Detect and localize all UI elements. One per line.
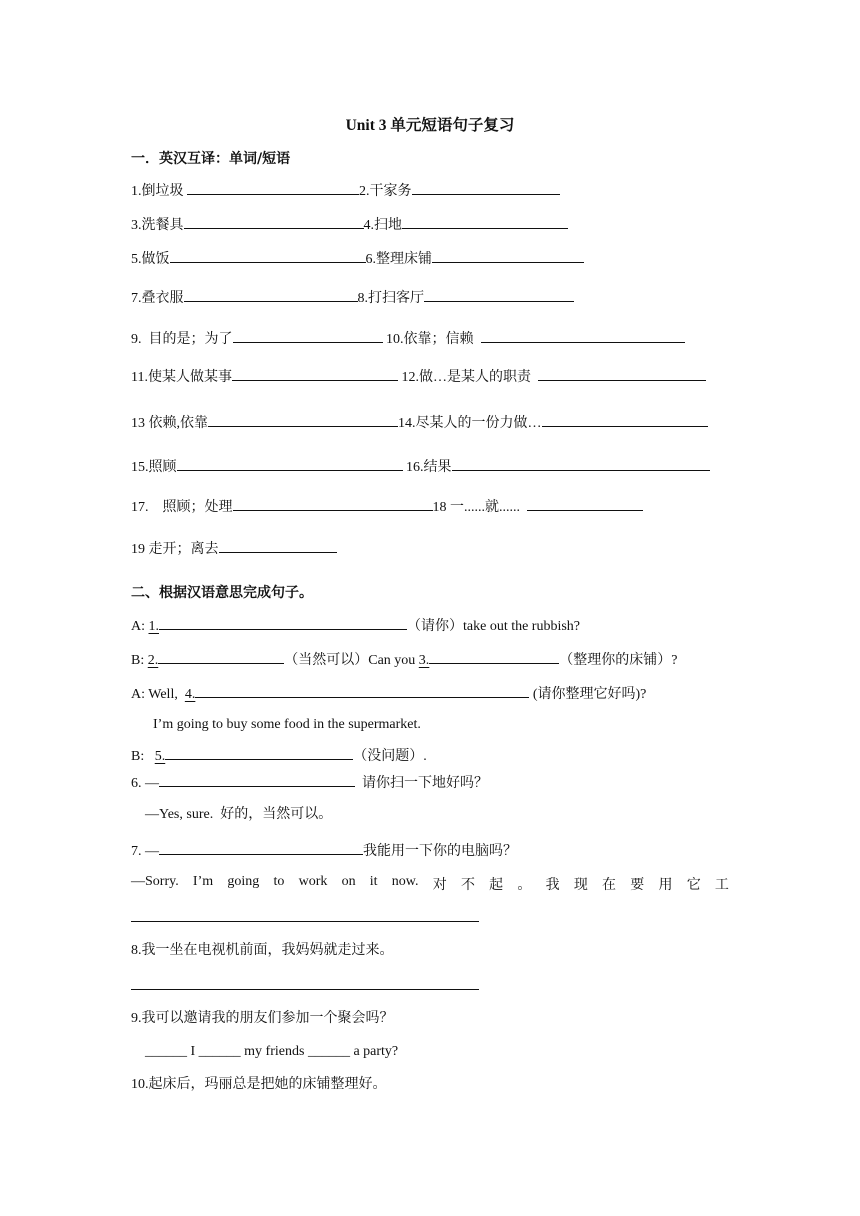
answer-blank[interactable]	[159, 840, 363, 855]
section1-heading: 一．英汉互译：单词/短语	[131, 151, 291, 167]
answer-6: —Yes, sure. 好的，当然可以。	[145, 807, 333, 822]
vocab-prompt: 16.结果	[402, 460, 452, 475]
word: my friends	[240, 1044, 308, 1059]
answer-blank[interactable]	[233, 328, 383, 343]
vocab-row	[131, 412, 708, 433]
vocab-prompt: 9. 目的是；为了	[131, 332, 233, 347]
blank-number: 3.	[418, 653, 430, 668]
dialogue-line-1	[131, 615, 580, 636]
word: work	[298, 874, 328, 889]
vocab-row	[131, 456, 710, 477]
answer-blank[interactable]	[233, 496, 433, 511]
vocab-prompt: 12.做…是某人的职责	[397, 370, 538, 385]
vocab-prompt: 14.尽某人的一份力做…	[398, 416, 542, 431]
word: 现	[573, 878, 588, 893]
answer-blank[interactable]: ______	[198, 1044, 241, 1059]
answer-line[interactable]	[131, 921, 479, 922]
word: 要	[630, 878, 645, 893]
vocab-prompt: 6.整理床铺	[365, 252, 432, 267]
word: now.	[391, 874, 419, 889]
page-title: Unit 3 单元短语句子复习	[345, 117, 515, 134]
answer-7	[131, 874, 729, 894]
dialogue-line-3	[131, 683, 646, 704]
word: 对	[432, 878, 447, 893]
hint-text: （当然可以）Can you	[284, 653, 419, 668]
vocab-prompt: 10.依靠；信赖	[382, 332, 481, 347]
answer-blank[interactable]	[159, 772, 355, 787]
answer-blank[interactable]	[208, 412, 398, 427]
word: to	[273, 874, 285, 889]
answer-blank[interactable]	[177, 456, 403, 471]
vocab-row	[131, 328, 685, 349]
vocab-prompt: 2.干家务	[359, 184, 412, 199]
hint-text: （请你）take out the rubbish?	[407, 619, 581, 634]
answer-blank[interactable]	[187, 180, 359, 195]
answer-blank[interactable]	[402, 214, 568, 229]
vocab-row	[131, 214, 568, 235]
speaker-label: B:	[131, 653, 148, 668]
word: 。	[517, 878, 532, 893]
vocab-row	[131, 180, 560, 201]
answer-blank[interactable]	[170, 248, 366, 263]
word: 工	[714, 878, 729, 893]
vocab-row	[131, 538, 337, 559]
answer-blank[interactable]	[165, 745, 353, 760]
word: 我	[545, 878, 560, 893]
answer-blank[interactable]	[481, 328, 685, 343]
vocab-row	[131, 287, 574, 308]
answer-blank[interactable]	[158, 649, 284, 664]
answer-blank[interactable]: ______	[307, 1044, 350, 1059]
vocab-prompt: 8.打扫客厅	[357, 291, 424, 306]
answer-blank[interactable]	[232, 366, 398, 381]
vocab-prompt: 15.照顾	[131, 460, 177, 475]
word: a party?	[349, 1044, 399, 1059]
answer-blank[interactable]	[527, 496, 643, 511]
question-6	[131, 772, 488, 793]
blank-number: 4.	[184, 687, 196, 702]
answer-blank[interactable]	[452, 456, 710, 471]
blank-number: 5.	[154, 749, 166, 764]
vocab-prompt: 3.洗餐具	[131, 218, 184, 233]
word: on	[341, 874, 356, 889]
vocab-prompt: 18 一......就......	[432, 500, 527, 515]
blank-number: 1.	[148, 619, 159, 634]
answer-blank[interactable]	[432, 248, 584, 263]
vocab-prompt: 1.倒垃圾	[131, 184, 187, 199]
word: 它	[686, 878, 701, 893]
dialogue-line-2	[131, 649, 678, 670]
speaker-label: A: Well,	[131, 687, 185, 702]
hint-text: (请你整理它好吗)?	[529, 687, 647, 702]
answer-blank[interactable]	[429, 649, 559, 664]
answer-blank[interactable]	[424, 287, 574, 302]
vocab-prompt: 5.做饭	[131, 252, 170, 267]
word: —Sorry.	[131, 874, 179, 889]
question-number: 6. —	[131, 776, 159, 791]
question-10: 10.起床后，玛丽总是把她的床铺整理好。	[131, 1077, 387, 1092]
speaker-label: A:	[131, 619, 149, 634]
question-7	[131, 840, 517, 861]
speaker-label: B:	[131, 749, 155, 764]
vocab-row	[131, 366, 706, 387]
question-text: 请你扫一下地好吗？	[355, 776, 488, 791]
question-text: 我能用一下你的电脑吗？	[363, 844, 517, 859]
word: 起	[489, 878, 504, 893]
word: 不	[460, 878, 475, 893]
answer-line[interactable]	[131, 989, 479, 990]
vocab-prompt: 13 依赖,依靠	[131, 416, 208, 431]
answer-blank[interactable]	[159, 615, 407, 630]
vocab-prompt: 4.扫地	[363, 218, 402, 233]
answer-blank[interactable]: ______	[145, 1044, 187, 1059]
word: 在	[602, 878, 617, 893]
question-number: 7. —	[131, 844, 159, 859]
section2-heading: 二、根据汉语意思完成句子。	[131, 585, 313, 601]
answer-blank[interactable]	[542, 412, 708, 427]
question-9: 9.我可以邀请我的朋友们参加一个聚会吗？	[131, 1011, 394, 1026]
word: it	[369, 874, 378, 889]
vocab-row	[131, 496, 643, 517]
dialogue-line-4: I’m going to buy some food in the supermarket.	[153, 717, 421, 732]
vocab-row	[131, 248, 584, 269]
answer-blank[interactable]	[195, 683, 529, 698]
hint-text: （整理你的床铺）?	[559, 653, 678, 668]
vocab-prompt: 17. 照顾；处理	[131, 500, 233, 515]
vocab-prompt: 19 走开；离去	[131, 542, 219, 557]
vocab-prompt: 7.叠衣服	[131, 291, 184, 306]
answer-blank[interactable]	[184, 214, 364, 229]
blank-number: 2.	[147, 653, 159, 668]
word: 用	[658, 878, 673, 893]
answer-blank[interactable]	[538, 366, 706, 381]
answer-blank[interactable]	[412, 180, 560, 195]
dialogue-line-5	[131, 745, 427, 766]
answer-9	[145, 1043, 398, 1061]
answer-blank[interactable]	[219, 538, 337, 553]
answer-blank[interactable]	[184, 287, 358, 302]
word: I	[187, 1044, 199, 1059]
word: going	[227, 874, 260, 889]
word: I’m	[192, 874, 214, 889]
hint-text: （没问题）.	[353, 749, 427, 764]
vocab-prompt: 11.使某人做某事	[131, 370, 232, 385]
question-8: 8.我一坐在电视机前面，我妈妈就走过来。	[131, 943, 394, 958]
